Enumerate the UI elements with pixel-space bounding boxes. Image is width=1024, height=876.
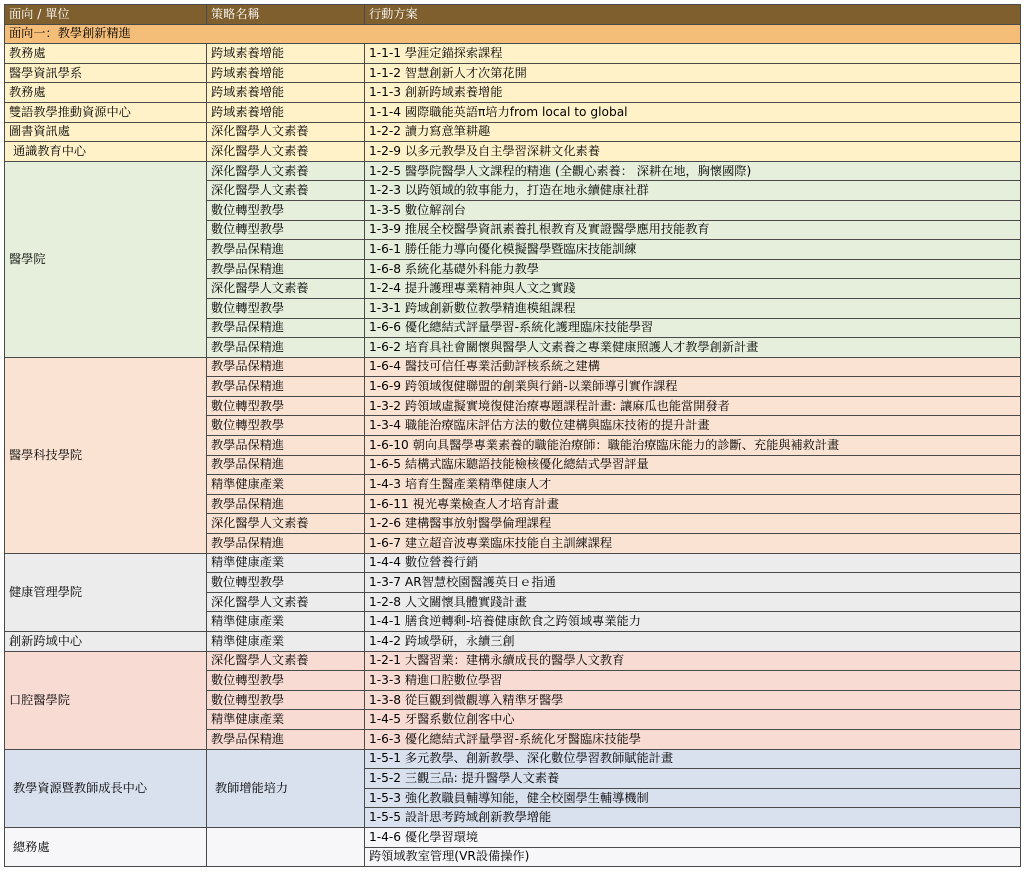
strategy-cell: 數位轉型教學 bbox=[207, 690, 365, 710]
action-cell: 1-6-10 朝向具醫學專業素養的職能治療師：職能治療臨床能力的診斷、充能與補救計畫 bbox=[365, 436, 1021, 456]
action-cell: 1-1-3 創新跨域素養增能 bbox=[365, 83, 1021, 103]
strategy-cell: 教學品保精進 bbox=[207, 259, 365, 279]
strategy-cell: 教學品保精進 bbox=[207, 377, 365, 397]
strategy-cell: 教學品保精進 bbox=[207, 338, 365, 358]
section-row bbox=[5, 24, 1021, 44]
header-action: 行動方案 bbox=[365, 5, 1021, 25]
strategy-cell: 數位轉型教學 bbox=[207, 396, 365, 416]
unit-cell: 雙語教學推動資源中心 bbox=[5, 102, 207, 122]
action-cell: 1-6-6 優化總結式評量學習-系統化護理臨床技能學習 bbox=[365, 318, 1021, 338]
strategy-cell: 精準健康產業 bbox=[207, 612, 365, 632]
unit-cell: 教學資源暨教師成長中心 bbox=[5, 749, 207, 827]
header-row bbox=[5, 5, 1021, 25]
action-cell: 1-6-9 跨領域復健聯盟的創業與行銷-以業師導引實作課程 bbox=[365, 377, 1021, 397]
unit-cell: 醫學科技學院 bbox=[5, 357, 207, 553]
action-cell: 1-2-6 建構醫事放射醫學倫理課程 bbox=[365, 514, 1021, 534]
unit-cell: 健康管理學院 bbox=[5, 553, 207, 631]
strategy-cell: 數位轉型教學 bbox=[207, 573, 365, 593]
table-row bbox=[5, 827, 1021, 847]
action-cell: 1-5-1 多元教學、創新教學、深化數位學習教師賦能計畫 bbox=[365, 749, 1021, 769]
strategy-cell: 跨域素養增能 bbox=[207, 102, 365, 122]
action-cell: 1-3-4 職能治療臨床評估方法的數位建構與臨床技術的提升計畫 bbox=[365, 416, 1021, 436]
strategy-cell: 深化醫學人文素養 bbox=[207, 142, 365, 162]
strategy-cell: 跨域素養增能 bbox=[207, 83, 365, 103]
action-cell: 1-5-2 三觀三品: 提升醫學人文素養 bbox=[365, 769, 1021, 789]
action-cell: 1-4-5 牙醫系數位創客中心 bbox=[365, 710, 1021, 730]
strategy-cell: 精準健康產業 bbox=[207, 553, 365, 573]
strategy-cell: 跨域素養增能 bbox=[207, 63, 365, 83]
strategy-cell: 數位轉型教學 bbox=[207, 416, 365, 436]
strategy-cell: 深化醫學人文素養 bbox=[207, 514, 365, 534]
action-cell: 1-4-2 跨域學研，永續三創 bbox=[365, 632, 1021, 652]
table-row bbox=[5, 122, 1021, 142]
action-cell: 1-6-3 優化總結式評量學習-系統化牙醫臨床技能學 bbox=[365, 729, 1021, 749]
action-cell: 1-4-4 數位營養行銷 bbox=[365, 553, 1021, 573]
header-unit: 面向 / 單位 bbox=[5, 5, 207, 25]
strategy-cell: 教學品保精進 bbox=[207, 318, 365, 338]
action-cell: 1-4-6 優化學習環境 bbox=[365, 827, 1021, 847]
table-row bbox=[5, 142, 1021, 162]
action-cell: 1-1-4 國際職能英語π培力from local to global bbox=[365, 102, 1021, 122]
table-row bbox=[5, 102, 1021, 122]
action-cell: 1-6-5 結構式臨床聽語技能檢核優化總結式學習評量 bbox=[365, 455, 1021, 475]
strategy-cell: 教學品保精進 bbox=[207, 494, 365, 514]
action-plan-table bbox=[4, 4, 1021, 867]
table-row bbox=[5, 357, 1021, 377]
action-cell: 1-4-1 膳食逆轉剩-培養健康飲食之跨領域專業能力 bbox=[365, 612, 1021, 632]
unit-cell: 醫學院 bbox=[5, 161, 207, 357]
strategy-cell: 精準健康產業 bbox=[207, 475, 365, 495]
strategy-cell: 教學品保精進 bbox=[207, 455, 365, 475]
action-cell: 1-3-2 跨領域虛擬實境復健治療專題課程計畫: 讓麻瓜也能當開發者 bbox=[365, 396, 1021, 416]
action-cell: 1-6-8 系統化基礎外科能力教學 bbox=[365, 259, 1021, 279]
action-cell: 1-2-5 醫學院醫學人文課程的精進 (全觀心素養： 深耕在地，胸懷國際) bbox=[365, 161, 1021, 181]
action-cell: 1-6-2 培育具社會關懷與醫學人文素養之專業健康照護人才教學創新計畫 bbox=[365, 338, 1021, 358]
strategy-cell: 深化醫學人文素養 bbox=[207, 592, 365, 612]
strategy-cell: 教學品保精進 bbox=[207, 357, 365, 377]
action-cell: 1-5-3 強化教職員輔導知能，健全校園學生輔導機制 bbox=[365, 788, 1021, 808]
unit-cell: 總務處 bbox=[5, 827, 207, 866]
action-cell: 1-3-8 從巨觀到微觀導入精準牙醫學 bbox=[365, 690, 1021, 710]
unit-cell: 圖書資訊處 bbox=[5, 122, 207, 142]
action-cell: 1-4-3 培育生醫產業精準健康人才 bbox=[365, 475, 1021, 495]
action-cell: 1-2-9 以多元教學及自主學習深耕文化素養 bbox=[365, 142, 1021, 162]
action-cell: 1-6-11 視光專業檢查人才培育計畫 bbox=[365, 494, 1021, 514]
strategy-cell: 教師增能培力 bbox=[207, 749, 365, 827]
action-cell: 1-3-3 精進口腔數位學習 bbox=[365, 671, 1021, 691]
unit-cell: 教務處 bbox=[5, 44, 207, 64]
action-cell: 1-2-4 提升護理專業精神與人文之實踐 bbox=[365, 279, 1021, 299]
action-cell: 1-6-1 勝任能力導向優化模擬醫學暨臨床技能訓練 bbox=[365, 240, 1021, 260]
strategy-cell: 教學品保精進 bbox=[207, 436, 365, 456]
header-strategy: 策略名稱 bbox=[207, 5, 365, 25]
table-row bbox=[5, 632, 1021, 652]
action-cell: 1-2-2 讀力寫意筆耕趣 bbox=[365, 122, 1021, 142]
table-row bbox=[5, 44, 1021, 64]
strategy-cell: 深化醫學人文素養 bbox=[207, 279, 365, 299]
section-title: 面向一：教學創新精進 bbox=[5, 24, 1021, 44]
unit-cell: 通識教育中心 bbox=[5, 142, 207, 162]
strategy-cell: 深化醫學人文素養 bbox=[207, 161, 365, 181]
strategy-cell: 深化醫學人文素養 bbox=[207, 651, 365, 671]
action-cell: 1-1-1 學涯定錨探索課程 bbox=[365, 44, 1021, 64]
strategy-cell: 精準健康產業 bbox=[207, 710, 365, 730]
unit-cell: 教務處 bbox=[5, 83, 207, 103]
unit-cell: 醫學資訊學系 bbox=[5, 63, 207, 83]
table-row bbox=[5, 63, 1021, 83]
strategy-cell: 精準健康產業 bbox=[207, 632, 365, 652]
action-cell: 跨領域教室管理(VR設備操作) bbox=[365, 847, 1021, 867]
action-cell: 1-1-2 智慧創新人才次第花開 bbox=[365, 63, 1021, 83]
action-cell: 1-6-4 醫技可信任專業活動評核系統之建構 bbox=[365, 357, 1021, 377]
strategy-cell: 教學品保精進 bbox=[207, 534, 365, 554]
table-row bbox=[5, 161, 1021, 181]
table-row bbox=[5, 651, 1021, 671]
table-row bbox=[5, 83, 1021, 103]
strategy-cell: 數位轉型教學 bbox=[207, 671, 365, 691]
strategy-cell: 跨域素養增能 bbox=[207, 44, 365, 64]
strategy-cell: 數位轉型教學 bbox=[207, 200, 365, 220]
strategy-cell: 數位轉型教學 bbox=[207, 220, 365, 240]
unit-cell: 創新跨域中心 bbox=[5, 632, 207, 652]
action-cell: 1-2-8 人文關懷具體實踐計畫 bbox=[365, 592, 1021, 612]
action-cell: 1-2-1 大醫習業：建構永續成長的醫學人文教育 bbox=[365, 651, 1021, 671]
action-cell: 1-5-5 設計思考跨域創新教學增能 bbox=[365, 808, 1021, 828]
table-row bbox=[5, 749, 1021, 769]
strategy-cell: 深化醫學人文素養 bbox=[207, 122, 365, 142]
strategy-cell: 數位轉型教學 bbox=[207, 298, 365, 318]
action-cell: 1-6-7 建立超音波專業臨床技能自主訓練課程 bbox=[365, 534, 1021, 554]
strategy-cell bbox=[207, 827, 365, 866]
action-cell: 1-2-3 以跨領域的敘事能力，打造在地永續健康社群 bbox=[365, 181, 1021, 201]
action-cell: 1-3-9 推展全校醫學資訊素養扎根教育及實證醫學應用技能教育 bbox=[365, 220, 1021, 240]
unit-cell: 口腔醫學院 bbox=[5, 651, 207, 749]
strategy-cell: 深化醫學人文素養 bbox=[207, 181, 365, 201]
table-row bbox=[5, 553, 1021, 573]
strategy-cell: 教學品保精進 bbox=[207, 240, 365, 260]
action-cell: 1-3-5 數位解剖台 bbox=[365, 200, 1021, 220]
strategy-cell: 教學品保精進 bbox=[207, 729, 365, 749]
action-cell: 1-3-1 跨域創新數位教學精進模組課程 bbox=[365, 298, 1021, 318]
action-cell: 1-3-7 AR智慧校園醫護英日ｅ指通 bbox=[365, 573, 1021, 593]
